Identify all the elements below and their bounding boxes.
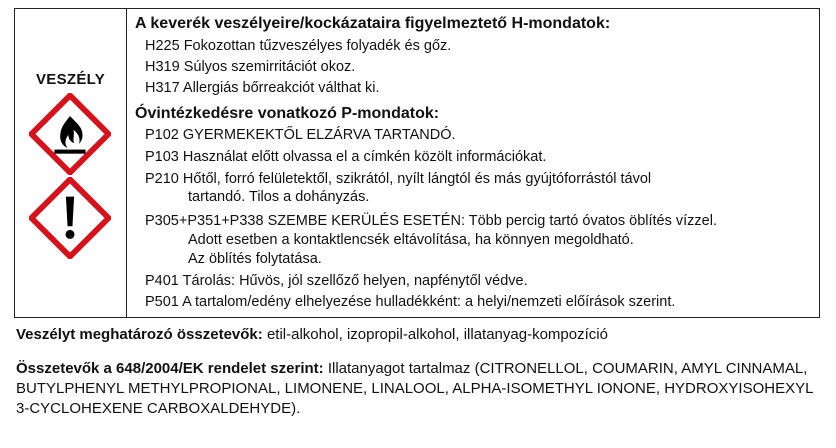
p-text-continuation: Adott esetben a kontaktlencsék eltávolítása, ha könnyen megoldható. bbox=[188, 232, 634, 248]
h-text: Allergiás bőrreakciót válthat ki. bbox=[182, 80, 380, 96]
h-statement bbox=[145, 38, 451, 55]
p-code: P102 bbox=[145, 127, 179, 143]
flame-icon bbox=[29, 93, 111, 175]
h-text: Súlyos szemirritációt okoz. bbox=[183, 59, 356, 75]
pictogram-column bbox=[15, 9, 127, 317]
p-text: Tárolás: Hűvös, jól szellőző helyen, napfénytől védve. bbox=[182, 273, 528, 289]
signal-word: VESZÉLY bbox=[35, 71, 106, 88]
p-statement bbox=[145, 171, 651, 188]
p-statement bbox=[145, 127, 456, 144]
p-code: P401 bbox=[145, 273, 179, 289]
p-text: SZEMBE KERÜLÉS ESETÉN: Több percig tartó óvatos öblítés vízzel. bbox=[267, 213, 717, 229]
hazardous-components-label: Veszélyt meghatározó összetevők: bbox=[16, 326, 263, 343]
ingredients-label: Összetevők a 648/2004/EK rendelet szerint: bbox=[16, 360, 324, 377]
p-text: Hőtől, forró felületektől, szikrától, nyílt lángtól és más gyújtóforrástól távol bbox=[182, 171, 652, 187]
p-statement bbox=[145, 213, 717, 230]
p-text-continuation: tartandó. Tilos a dohányzás. bbox=[188, 189, 370, 205]
p-code: P501 bbox=[145, 294, 179, 310]
p-code: P210 bbox=[145, 171, 179, 187]
p-code: P305+P351+P338 bbox=[145, 213, 264, 229]
hazardous-components-line bbox=[16, 326, 608, 343]
hazardous-components-value: etil-alkohol, izopropil-alkohol, illatanyag-kompozíció bbox=[266, 326, 608, 343]
h-statements-heading: A keverék veszélyeire/kockázataira figyelmeztető H-mondatok: bbox=[135, 15, 611, 32]
p-text: A tartalom/edény elhelyezése hulladékként: a helyi/nemzeti előírások szerint. bbox=[182, 294, 676, 310]
p-text-continuation: Az öblítés folytatása. bbox=[188, 251, 322, 267]
p-statements-heading: Óvintézkedésre vonatkozó P-mondatok: bbox=[135, 105, 440, 122]
h-code: H225 bbox=[145, 38, 180, 54]
p-code: P103 bbox=[145, 149, 179, 165]
p-statement bbox=[145, 294, 675, 311]
h-code: H317 bbox=[145, 80, 180, 96]
exclamation-icon bbox=[29, 177, 111, 259]
p-text: GYERMEKEKTŐL ELZÁRVA TARTANDÓ. bbox=[182, 127, 456, 143]
ingredients-value: Illatanyagot tartalmaz (CITRONELLOL, COUMARIN, AMYL CINNAMAL, BUTYLPHENYL METHYLPROPIONAL, LIMONENE, LINALOOL, ALPHA-ISOMETHYL IONONE, HYDROXYISOHEXYL 3-CYCLOHEXENE CARBOXALDEHYDE). bbox=[16, 360, 813, 417]
h-text: Fokozottan tűzveszélyes folyadék és gőz. bbox=[183, 38, 452, 54]
p-statement bbox=[145, 273, 528, 290]
h-code: H319 bbox=[145, 59, 180, 75]
h-statement bbox=[145, 80, 380, 97]
ingredients-paragraph bbox=[16, 359, 816, 419]
p-text: Használat előtt olvassa el a címkén közölt információkat. bbox=[182, 149, 547, 165]
p-statement bbox=[145, 149, 546, 166]
h-statement bbox=[145, 59, 355, 76]
hazard-label-box bbox=[14, 8, 820, 318]
